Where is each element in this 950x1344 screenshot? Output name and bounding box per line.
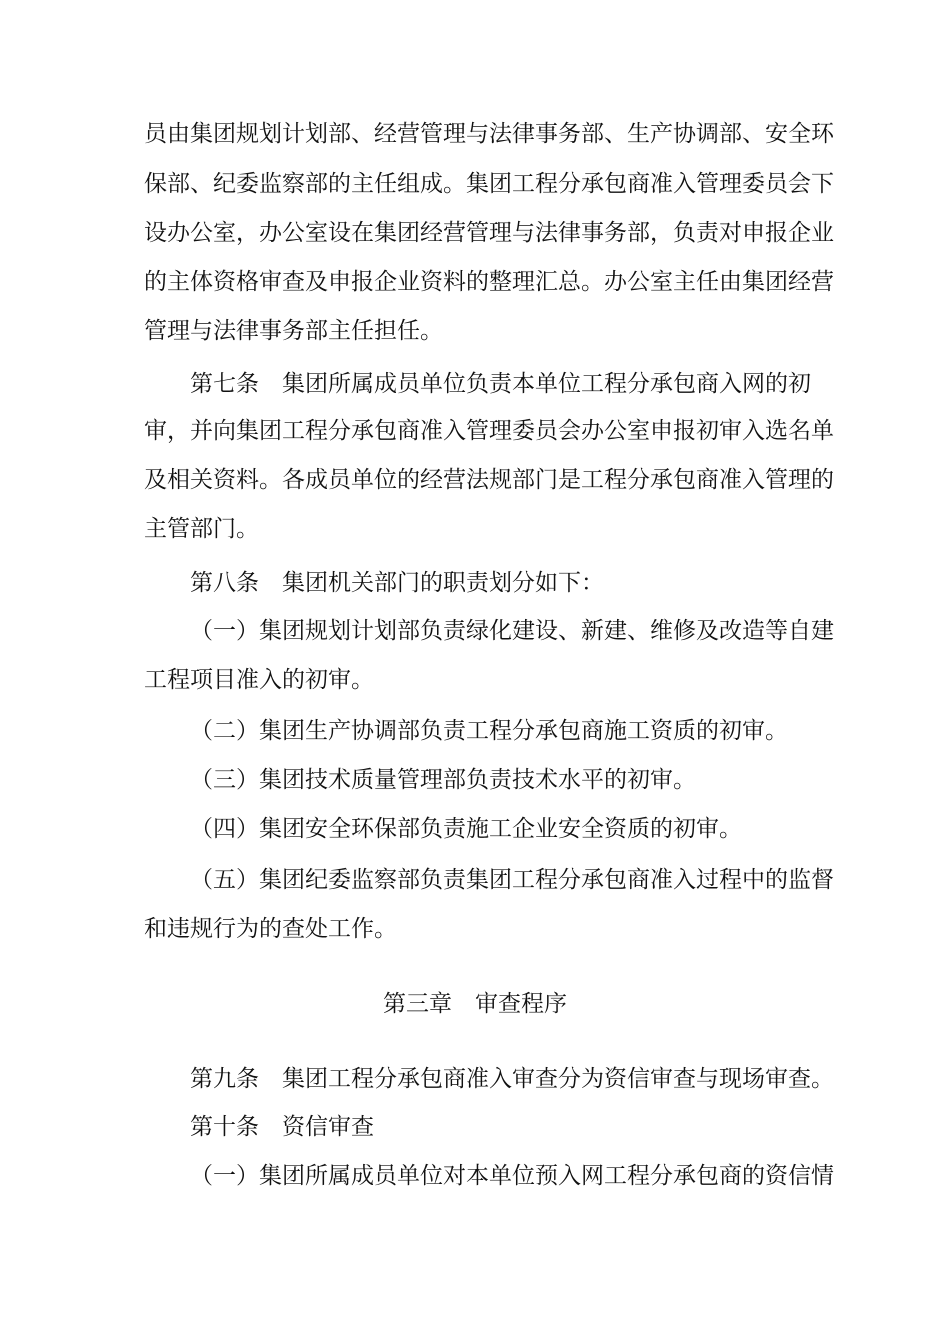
paragraph-line: 设办公室，办公室设在集团经营管理与法律事务部，负责对申报企业 xyxy=(144,220,834,246)
article-10-heading: 第十条 资信审查 xyxy=(190,1114,374,1140)
article-7-heading: 第七条 集团所属成员单位负责本单位工程分承包商入网的初 xyxy=(190,371,811,397)
list-item-2: （二）集团生产协调部负责工程分承包商施工资质的初审。 xyxy=(190,718,788,744)
paragraph-line: 保部、纪委监察部的主任组成。集团工程分承包商准入管理委员会下 xyxy=(144,171,834,197)
list-item-1: （一）集团规划计划部负责绿化建设、新建、维修及改造等自建 xyxy=(190,618,834,644)
paragraph-line: 工程项目准入的初审。 xyxy=(144,667,374,693)
paragraph-line: 的主体资格审查及申报企业资料的整理汇总。办公室主任由集团经营 xyxy=(144,269,834,295)
list-item-1: （一）集团所属成员单位对本单位预入网工程分承包商的资信情 xyxy=(190,1163,834,1189)
article-9-heading: 第九条 集团工程分承包商准入审查分为资信审查与现场审查。 xyxy=(190,1066,834,1092)
paragraph-line: 主管部门。 xyxy=(144,516,259,542)
paragraph-line: 审，并向集团工程分承包商准入管理委员会办公室申报初审入选名单 xyxy=(144,418,834,444)
paragraph-line: 和违规行为的查处工作。 xyxy=(144,916,397,942)
paragraph-line: 员由集团规划计划部、经营管理与法律事务部、生产协调部、安全环 xyxy=(144,121,834,147)
paragraph-line: 管理与法律事务部主任担任。 xyxy=(144,318,443,344)
list-item-5: （五）集团纪委监察部负责集团工程分承包商准入过程中的监督 xyxy=(190,867,834,893)
list-item-3: （三）集团技术质量管理部负责技术水平的初审。 xyxy=(190,767,696,793)
chapter-heading: 第三章 审查程序 xyxy=(383,991,567,1017)
list-item-4: （四）集团安全环保部负责施工企业安全资质的初审。 xyxy=(190,816,742,842)
article-8-heading: 第八条 集团机关部门的职责划分如下： xyxy=(190,570,604,596)
paragraph-line: 及相关资料。各成员单位的经营法规部门是工程分承包商准入管理的 xyxy=(144,467,834,493)
